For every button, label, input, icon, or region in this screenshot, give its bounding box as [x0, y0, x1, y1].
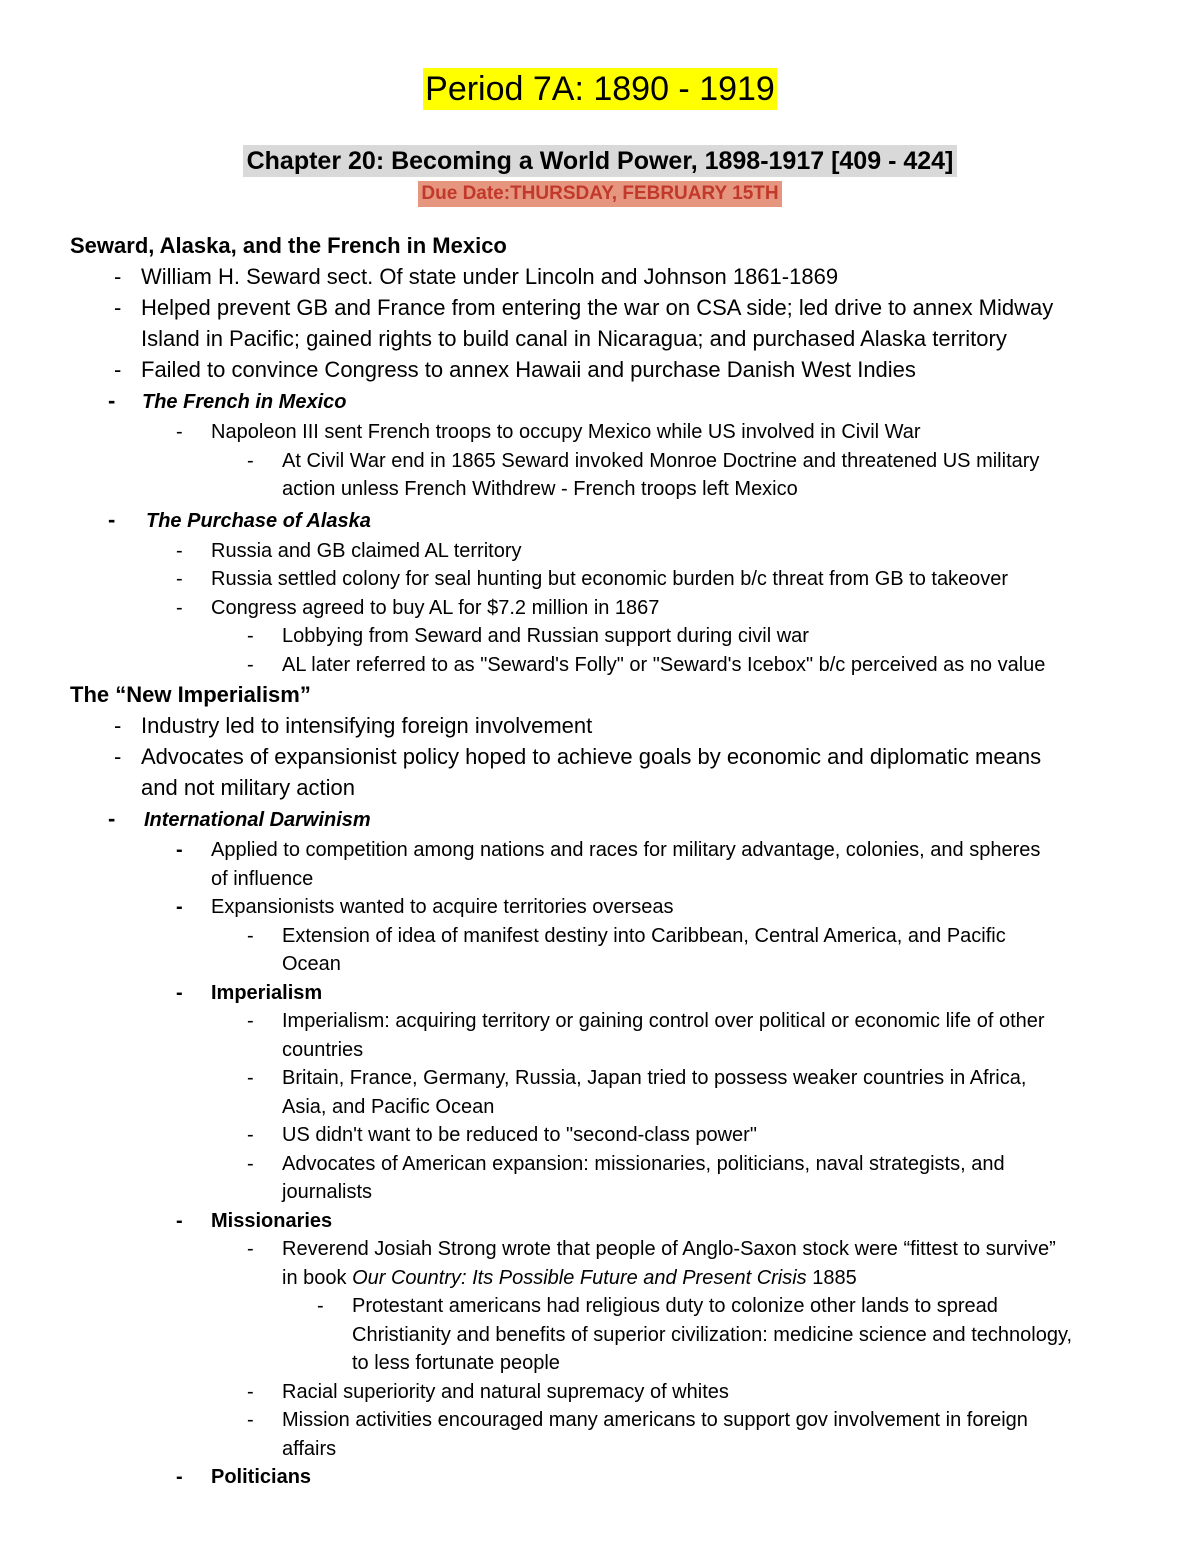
title-row — [0, 68, 1200, 110]
dash-bullet: - — [247, 1010, 254, 1032]
list-item-continuation: to less fortunate people — [352, 1352, 560, 1374]
list-item — [0, 1121, 1200, 1150]
notes-content — [0, 230, 1200, 1492]
list-item-text: US didn't want to be reduced to "second-class power" — [282, 1124, 757, 1146]
list-item — [0, 922, 1200, 979]
dash-bullet: - — [176, 568, 183, 590]
list-item — [0, 1292, 1200, 1378]
list-item-text: Helped prevent GB and France from entering the war on CSA side; led drive to annex Midway — [141, 295, 1054, 320]
dash-bullet: - — [176, 839, 183, 861]
list-item-text: Industry led to intensifying foreign involvement — [141, 713, 593, 738]
dash-bullet: - — [176, 1466, 183, 1488]
list-item-continuation: affairs — [282, 1437, 337, 1460]
list-item — [0, 1378, 1200, 1407]
list-item — [0, 1007, 1200, 1064]
list-item — [0, 622, 1200, 651]
dash-bullet: - — [176, 421, 183, 443]
page-title: Period 7A: 1890 - 1919 — [425, 70, 775, 108]
dash-bullet: - — [114, 744, 122, 769]
list-item-text: At Civil War end in 1865 Seward invoked Monroe Doctrine and threatened US military — [282, 449, 1040, 472]
dash-bullet: - — [247, 1238, 254, 1260]
section-heading-seward: Seward, Alaska, and the French in Mexico — [70, 233, 507, 258]
list-item — [0, 836, 1200, 893]
dash-bullet: - — [247, 449, 254, 472]
list-item — [0, 1064, 1200, 1121]
subheading-french-in-mexico — [0, 385, 1200, 418]
list-item-text: Congress agreed to buy AL for $7.2 million in 1867 — [211, 596, 660, 619]
list-item — [0, 418, 1200, 447]
list-item-continuation: Asia, and Pacific Ocean — [282, 1095, 495, 1118]
list-item-text: Imperialism: acquiring territory or gaining control over political or economic life of other — [282, 1010, 1045, 1032]
subheading-politicians — [0, 1463, 1200, 1492]
dash-bullet: - — [247, 653, 254, 676]
list-item — [0, 447, 1200, 504]
list-item-text: Expansionists wanted to acquire territories overseas — [211, 896, 674, 918]
list-item-continuation: of influence — [211, 867, 314, 890]
list-item-text: Failed to convince Congress to annex Hawaii and purchase Danish West Indies — [141, 357, 916, 382]
list-item-text: Mission activities encouraged many americans to support gov involvement in foreign — [282, 1409, 1028, 1431]
list-item-continuation: journalists — [282, 1181, 373, 1203]
list-item — [0, 741, 1200, 803]
subheading-purchase-of-alaska — [0, 504, 1200, 537]
list-item-continuation: countries — [282, 1038, 364, 1061]
list-item — [0, 1150, 1200, 1207]
dash-bullet: - — [114, 295, 122, 320]
list-item — [0, 537, 1200, 566]
list-item-text: Russia settled colony for seal hunting but economic burden b/c threat from GB to takeover — [211, 568, 1009, 590]
list-item-text: Advocates of expansionist policy hoped to achieve goals by economic and diplomatic means — [141, 744, 1042, 769]
list-item-continuation: and not military action — [141, 775, 355, 800]
dash-bullet: - — [176, 596, 183, 619]
subheading-text: Politicians — [211, 1466, 312, 1488]
dash-bullet: - — [176, 981, 183, 1004]
dash-bullet: - — [108, 506, 116, 532]
book-year: 1885 — [806, 1266, 857, 1289]
dash-bullet: - — [176, 896, 183, 918]
list-item — [0, 594, 1200, 623]
list-item — [0, 710, 1200, 741]
dash-bullet: - — [176, 1209, 183, 1232]
dash-bullet: - — [114, 264, 122, 289]
section-heading-new-imperialism: The “New Imperialism” — [70, 682, 311, 707]
dash-bullet: - — [247, 625, 254, 647]
subheading-missionaries — [0, 1207, 1200, 1236]
list-item-text: Applied to competition among nations and races for military advantage, colonies, and spheres — [211, 839, 1041, 861]
list-item — [0, 292, 1200, 354]
list-item-text: Reverend Josiah Strong wrote that people of Anglo-Saxon stock were “fittest to survive” — [282, 1238, 1056, 1260]
subheading-text: The French in Mexico — [142, 391, 347, 413]
dash-bullet: - — [114, 357, 122, 382]
list-item-text: Protestant americans had religious duty to colonize other lands to spread — [352, 1295, 998, 1317]
list-item — [0, 1235, 1200, 1292]
list-item-continuation: Ocean — [282, 953, 341, 975]
list-item-continuation: action unless French Withdrew - French troops left Mexico — [282, 478, 798, 500]
dash-bullet: - — [247, 1152, 254, 1175]
list-item-text: Napoleon III sent French troops to occupy Mexico while US involved in Civil War — [211, 421, 921, 443]
subheading-text: Missionaries — [211, 1209, 333, 1232]
list-item — [0, 354, 1200, 385]
dash-bullet: - — [247, 924, 254, 947]
dash-bullet: - — [176, 539, 183, 562]
dash-bullet: - — [108, 388, 116, 413]
subheading-text: International Darwinism — [144, 809, 371, 831]
list-item — [0, 565, 1200, 594]
dash-bullet: - — [247, 1124, 254, 1146]
subheading-imperialism — [0, 979, 1200, 1008]
list-item-continuation — [0, 1264, 1200, 1293]
list-item-text: Russia and GB claimed AL territory — [211, 539, 522, 562]
subheading-text: Imperialism — [211, 981, 323, 1004]
dash-bullet: - — [247, 1067, 254, 1089]
list-item-text: William H. Seward sect. Of state under Lincoln and Johnson 1861-1869 — [141, 264, 839, 289]
list-item-text: Britain, France, Germany, Russia, Japan tried to possess weaker countries in Africa, — [282, 1067, 1027, 1089]
list-item-continuation: Island in Pacific; gained rights to build canal in Nicaragua; and purchased Alaska territory — [141, 326, 1007, 351]
list-item — [0, 893, 1200, 922]
subheading-text: The Purchase of Alaska — [146, 509, 371, 532]
dash-bullet: - — [247, 1380, 254, 1403]
list-item-text: Advocates of American expansion: missionaries, politicians, naval strategists, and — [282, 1152, 1005, 1175]
chapter-heading: Chapter 20: Becoming a World Power, 1898-1917 [409 - 424] — [243, 145, 958, 177]
list-item-text: Racial superiority and natural supremacy of whites — [282, 1380, 729, 1403]
dash-bullet: - — [247, 1409, 254, 1431]
due-row — [0, 181, 1200, 207]
book-title: Our Country: Its Possible Future and Present Crisis — [352, 1266, 807, 1289]
list-item-text: Extension of idea of manifest destiny into Caribbean, Central America, and Pacific — [282, 924, 1006, 947]
subheading-international-darwinism — [0, 803, 1200, 836]
due-date: Due Date:THURSDAY, FEBRUARY 15TH — [418, 181, 781, 207]
dash-bullet: - — [114, 713, 122, 738]
book-intro-text: in book — [282, 1266, 353, 1289]
chapter-row — [0, 145, 1200, 177]
list-item — [0, 1406, 1200, 1463]
list-item-continuation: Christianity and benefits of superior civilization: medicine science and technology, — [352, 1323, 1073, 1346]
list-item — [0, 651, 1200, 680]
dash-bullet: - — [108, 806, 116, 831]
list-item — [0, 261, 1200, 292]
dash-bullet: - — [317, 1295, 324, 1317]
list-item-text: Lobbying from Seward and Russian support during civil war — [282, 625, 809, 647]
list-item-text: AL later referred to as "Seward's Folly" or "Seward's Icebox" b/c perceived as no value — [282, 653, 1046, 676]
